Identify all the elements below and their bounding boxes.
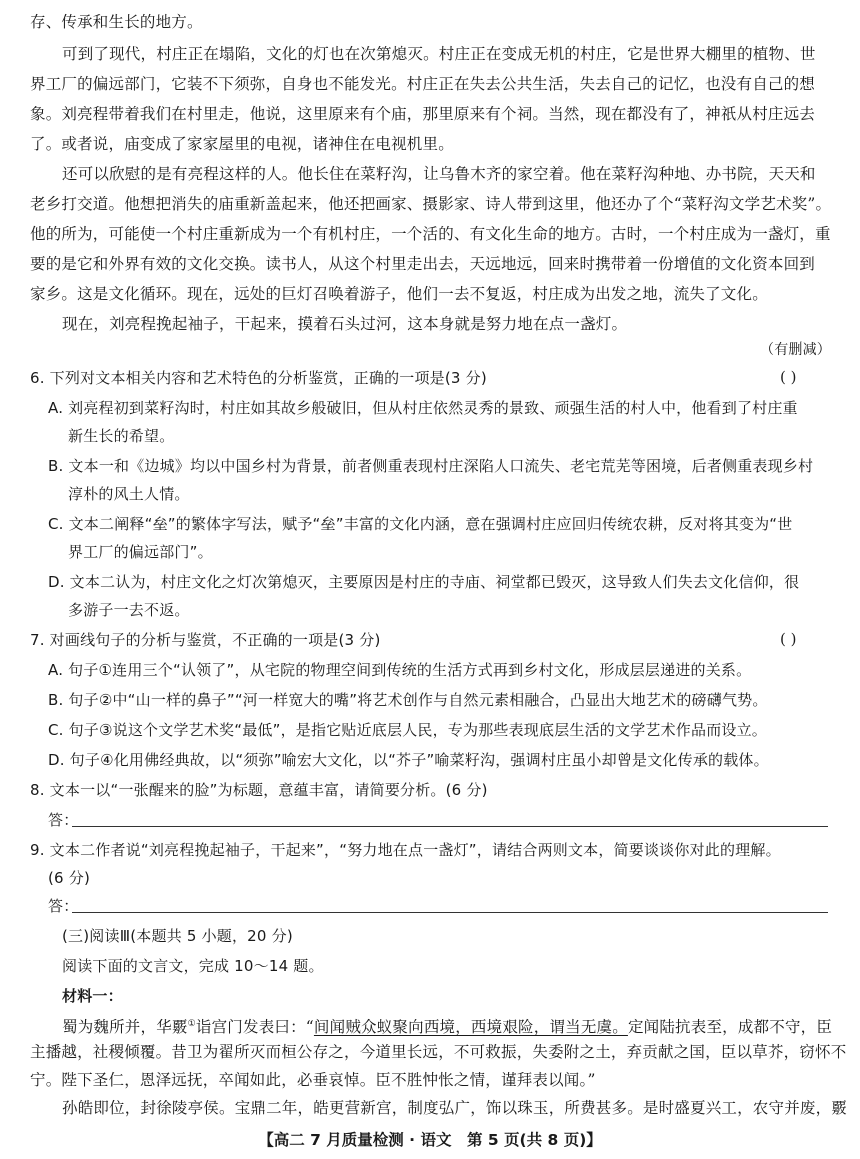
question-6-option-b-cont: 淳朴的风土人情。 bbox=[68, 485, 190, 503]
classical-text-segment: 定闻陆抗表至，成都不守，臣 bbox=[627, 1018, 833, 1037]
passage-line: 还可以欣慰的是有亮程这样的人。他长住在菜籽沟，让乌鲁木齐的家空着。他在菜籽沟种地、办书院，天天和 bbox=[62, 165, 816, 183]
question-7-option-c: C. 句子③说这个文学艺术奖“最低”，是指它贴近底层人民，专为那些表现底层生活的文学艺术作品而设立。 bbox=[48, 721, 768, 739]
passage-line: 他的所为，可能使一个村庄重新成为一个有机村庄，一个活的、有文化生命的地方。古时，一个村庄成为一盏灯，重 bbox=[30, 225, 831, 243]
classical-text-line: 孙皓即位，封徐陵亭侯。宝鼎二年，皓更营新宫，制度弘广，饰以珠玉，所费甚多。是时盛夏兴工，农守并废，覈 bbox=[62, 1099, 848, 1117]
question-9-answer-label: 答： bbox=[48, 897, 79, 915]
question-7-answer-blank[interactable]: ( ) bbox=[780, 630, 797, 648]
page-footer: 【高二 7 月质量检测 · 语文 第 5 页(共 8 页)】 bbox=[258, 1131, 602, 1149]
question-6-option-b: B. 文本一和《边城》均以中国乡村为背景，前者侧重表现村庄深陷人口流失、老宅荒芜等困境，后者侧重表现乡村 bbox=[48, 457, 814, 475]
classical-text-segment: 诣宫门发表曰：“ bbox=[195, 1018, 314, 1037]
classical-text-segment: 蜀为魏所并，华覈 bbox=[62, 1018, 188, 1037]
question-7-stem: 7. 对画线句子的分析与鉴赏，不正确的一项是(3 分) bbox=[30, 631, 381, 649]
question-6-option-c: C. 文本二阐释“垒”的繁体字写法，赋予“垒”丰富的文化内涵，意在强调村庄应回归传统农耕，反对将其变为“世 bbox=[48, 515, 793, 533]
question-8-answer-label: 答： bbox=[48, 811, 79, 829]
question-6-option-d-cont: 多游子一去不返。 bbox=[68, 601, 190, 619]
underlined-sentence: 间闻贼众蚁聚向西境，西境艰险，谓当无虞。 bbox=[313, 1018, 628, 1037]
question-6-answer-blank[interactable]: ( ) bbox=[780, 368, 797, 386]
passage-line: 要的是它和外界有效的文化交换。读书人，从这个村里走出去，天远地远，回来时携带着一份增值的文化资本回到 bbox=[30, 255, 816, 273]
question-8-answer-line[interactable] bbox=[72, 826, 828, 827]
question-6-option-a-cont: 新生长的希望。 bbox=[68, 427, 175, 445]
section-3-title: (三)阅读Ⅲ(本题共 5 小题，20 分) bbox=[62, 927, 293, 945]
question-6-option-a: A. 刘亮程初到菜籽沟时，村庄如其故乡般破旧，但从村庄依然灵秀的景致、顽强生活的村人中，他看到了村庄重 bbox=[48, 399, 798, 417]
passage-line: 家乡。这是文化循环。现在，远处的巨灯召唤着游子，他们一去不复返，村庄成为出发之地，流失了文化。 bbox=[30, 285, 768, 303]
question-6-option-c-cont: 界工厂的偏远部门”。 bbox=[68, 543, 213, 561]
question-6-stem: 6. 下列对文本相关内容和艺术特色的分析鉴赏，正确的一项是(3 分) bbox=[30, 369, 487, 387]
question-8-stem: 8. 文本一以“一张醒来的脸”为标题，意蕴丰富，请简要分析。(6 分) bbox=[30, 781, 488, 799]
question-7-option-b: B. 句子②中“山一样的鼻子”“河一样宽大的嘴”将艺术创作与自然元素相融合，凸显出大地艺术的磅礴气势。 bbox=[48, 691, 768, 709]
question-6-option-d: D. 文本二认为，村庄文化之灯次第熄灭，主要原因是村庄的寺庙、祠堂都已毁灭，这导致人们失去文化信仰，很 bbox=[48, 573, 800, 591]
footnote-marker: ① bbox=[187, 1019, 196, 1029]
passage-line: 存、传承和生长的地方。 bbox=[30, 13, 203, 31]
question-9-stem: 9. 文本二作者说“刘亮程挽起袖子，干起来”，“努力地在点一盏灯”，请结合两则文本，简要谈谈你对此的理解。 bbox=[30, 841, 781, 859]
classical-text-line: 宁。陛下圣仁，恩泽远抚，卒闻如此，必垂哀悼。臣不胜忡怅之情，谨拜表以闻。” bbox=[30, 1071, 596, 1089]
section-3-instruction: 阅读下面的文言文，完成 10～14 题。 bbox=[62, 957, 324, 975]
question-9-answer-line[interactable] bbox=[72, 912, 828, 913]
passage-line: 老乡打交道。他想把消失的庙重新盖起来，他还把画家、摄影家、诗人带到这里，他还办了个“菜籽沟文学艺术奖”。 bbox=[30, 195, 832, 213]
passage-line: 象。刘亮程带着我们在村里走，他说，这里原来有个庙，那里原来有个祠。当然，现在都没有了，神祇从村庄远去 bbox=[30, 105, 816, 123]
question-9-score: (6 分) bbox=[48, 869, 91, 887]
material-1-label: 材料一： bbox=[62, 987, 123, 1005]
question-7-option-a: A. 句子①连用三个“认领了”，从宅院的物理空间到传统的生活方式再到乡村文化，形成层层递进的关系。 bbox=[48, 661, 752, 679]
passage-line: 可到了现代，村庄正在塌陷，文化的灯也在次第熄灭。村庄正在变成无机的村庄，它是世界大棚里的植物、世 bbox=[62, 45, 816, 63]
classical-text-line: 主播越，社稷倾覆。昔卫为翟所灭而桓公存之，今道里长远，不可救振，失委附之土，弃贡献之国，臣以草芥，窃怀不 bbox=[30, 1043, 847, 1061]
source-note: （有删减） bbox=[760, 342, 831, 358]
passage-line: 了。或者说，庙变成了家家屋里的电视，诸神住在电视机里。 bbox=[30, 135, 454, 153]
passage-line: 界工厂的偏远部门，它装不下须弥，自身也不能发光。村庄正在失去公共生活，失去自己的记忆，也没有自己的想 bbox=[30, 75, 816, 93]
question-7-option-d: D. 句子④化用佛经典故，以“须弥”喻宏大文化，以“芥子”喻菜籽沟，强调村庄虽小却曾是文化传承的载体。 bbox=[48, 751, 769, 769]
passage-line: 现在，刘亮程挽起袖子，干起来，摸着石头过河，这本身就是努力地在点一盏灯。 bbox=[62, 315, 628, 333]
classical-text-line-1 bbox=[62, 1014, 832, 1037]
